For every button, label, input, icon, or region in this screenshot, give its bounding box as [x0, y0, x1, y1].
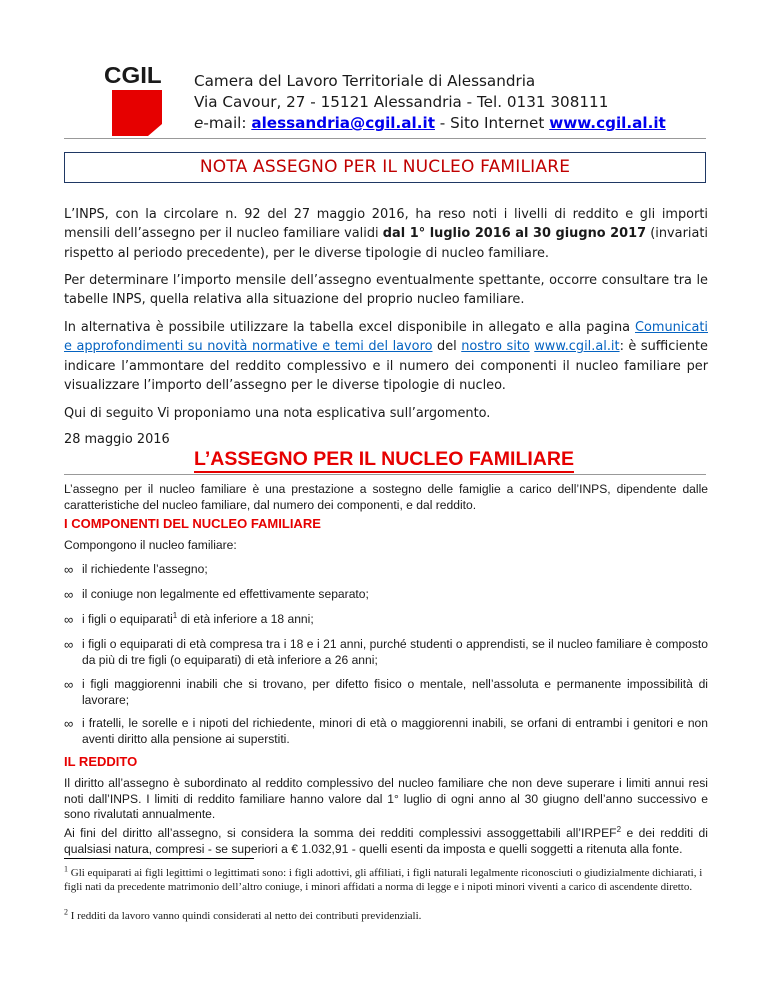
main-title: L’ASSEGNO PER IL NUCLEO FAMILIARE: [0, 448, 768, 471]
footnote-ref-1[interactable]: 1: [172, 610, 178, 620]
footnote-1: $^1$ Gli equiparati ai figli legittimi o legittimati sono: i figli adottivi, gli affiliati, i figli naturali legalmente riconosciuti o giudizialmente dichiarati, i figli nati da precedente matrimonio dell’altro coniuge, i minori affidati a norma di legge e i nipoti minori viventi a carico di ascendente diretto.: [64, 864, 703, 894]
reddito-paragraph-1: Il diritto all’assegno è subordinato al reddito complessivo del nucleo familiare che non deve superare i limiti annui resi noti dall’INPS. I limiti di reddito familiare hanno valore dal 1° luglio di ogni anno al 30 giugno dell’anno successivo e sono rivalutati annualmente.: [64, 776, 708, 821]
logo-flag-icon: [110, 90, 164, 136]
footnote-2: $^2$ I redditi da lavoro vanno quindi considerati al netto dei contributi previdenziali.: [64, 907, 422, 922]
nostro-sito-link[interactable]: nostro sito: [461, 339, 530, 355]
reddito-paragraph-2: Ai fini del diritto all’assegno, si considera la somma dei redditi complessivi assoggettabili all’IRPEF$^2$ e dei redditi di qualsiasi natura, compresi - se superiori a € 1.032,91 - quelli esenti da imposta e quelli soggetti a ritenuta alla fonte.: [64, 824, 708, 856]
header-divider: [64, 138, 706, 139]
intro-paragraph-3: In alternativa è possibile utilizzare la tabella excel disponibile in allegato e alla pagina Comunicati e approfondimenti su novità normative e temi del lavoro del nostro sito www.cgil.al.it: è sufficiente indicare l’ammontare del reddito complessivo e il numero dei componenti il nucleo familiare per visualizzare l’importo dell’assegno per le diverse tipologie di nucleo.: [64, 320, 708, 393]
section-heading-reddito: IL REDDITO: [64, 754, 138, 769]
section1-lead: Compongono il nucleo familiare:: [64, 538, 237, 552]
letterhead-line2: Via Cavour, 27 - 15121 Alessandria - Tel. 0131 308111: [194, 93, 609, 111]
footnote-ref-2[interactable]: 2: [616, 824, 622, 834]
infinity-bullet-icon: ∞: [64, 612, 74, 627]
letterhead-line3: e-mail: alessandria@cgil.al.it - Sito Internet www.cgil.al.it: [194, 114, 666, 132]
infinity-bullet-icon: ∞: [64, 677, 74, 692]
intro-paragraph-1: L’INPS, con la circolare n. 92 del 27 maggio 2016, ha reso noti i livelli di reddito e gli importi mensili dell’assegno per il nucleo familiare validi dal 1° luglio 2016 al 30 giugno 2017 (invariati rispetto al periodo precedente), per le diverse tipologie di nucleo familiare.: [64, 207, 708, 261]
nota-title-box: NOTA ASSEGNO PER IL NUCLEO FAMILIARE: [64, 152, 706, 183]
intro-paragraph-4: Qui di seguito Vi proponiamo una nota esplicativa sull’argomento.: [64, 406, 491, 421]
logo-text: CGIL: [104, 62, 162, 88]
intro-date: 28 maggio 2016: [64, 432, 170, 447]
infinity-bullet-icon: ∞: [64, 587, 74, 602]
comunicati-link[interactable]: Comunicati e approfondimenti su novità normative e temi del lavoro: [64, 320, 708, 355]
email-link[interactable]: alessandria@cgil.al.it: [251, 114, 435, 132]
infinity-bullet-icon: ∞: [64, 637, 74, 652]
cgil-logo: [104, 64, 170, 136]
title-divider: [64, 474, 706, 475]
main-intro: L’assegno per il nucleo familiare è una prestazione a sostegno delle famiglie a carico dell’INPS, dipendente dalle caratteristiche del nucleo familiare, dal numero dei componenti, e dal reddito.: [64, 482, 708, 512]
cgil-site-link[interactable]: www.cgil.al.it: [534, 339, 620, 355]
letterhead: [194, 71, 666, 134]
intro-paragraph-2: Per determinare l’importo mensile dell’assegno eventualmente spettante, occorre consultare tra le tabelle INPS, quella relativa alla situazione del proprio nucleo familiare.: [64, 273, 708, 308]
infinity-bullet-icon: ∞: [64, 716, 74, 731]
section-heading-componenti: I COMPONENTI DEL NUCLEO FAMILIARE: [64, 516, 321, 531]
infinity-bullet-icon: ∞: [64, 562, 74, 577]
letterhead-line1: Camera del Lavoro Territoriale di Alessandria: [194, 72, 536, 90]
footnote-divider: [64, 858, 254, 859]
site-link[interactable]: www.cgil.al.it: [549, 114, 666, 132]
